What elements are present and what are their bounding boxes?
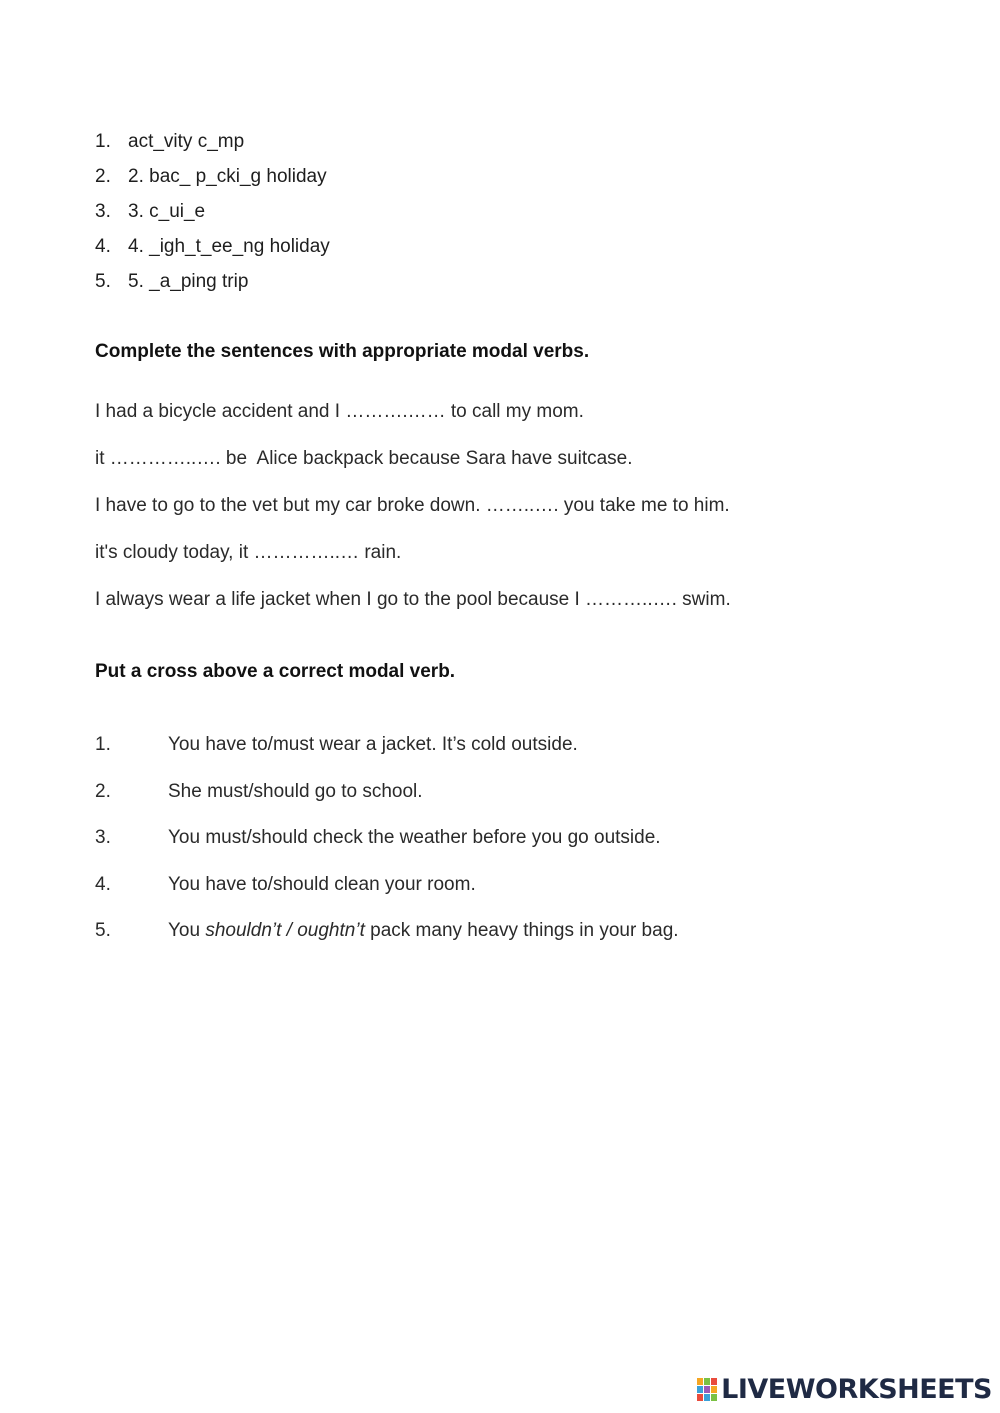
item-text: 4. _igh_t_ee_ng holiday — [128, 236, 330, 257]
item-text-post: pack many heavy things in your bag. — [364, 920, 679, 941]
item-text: 5. _a_ping trip — [128, 271, 249, 292]
section-heading-modal-choice: Put a cross above a correct modal verb. — [95, 661, 456, 682]
list-item — [95, 233, 330, 268]
list-item — [95, 128, 330, 163]
list-item — [95, 733, 679, 780]
sentence-item: I always wear a life jacket when I go to the pool because I ………..…. swim. — [95, 589, 731, 610]
item-number: 1. — [95, 734, 111, 755]
item-number: 5. — [95, 920, 111, 941]
item-text: 2. bac_ p_cki_g holiday — [128, 166, 327, 187]
item-text: 3. c_ui_e — [128, 201, 206, 222]
list-item — [95, 163, 330, 198]
list-item — [95, 268, 330, 303]
item-text: You have to/must wear a jacket. It’s cold outside. — [168, 734, 578, 755]
item-text-italic: shouldn’t / oughtn’t — [205, 920, 365, 941]
sentence-item: I had a bicycle accident and I ……….…… to call my mom. — [95, 401, 584, 422]
logo-text: LIVEWORKSHEETS — [721, 1374, 992, 1405]
item-number: 3. — [95, 201, 111, 222]
item-text: You have to/should clean your room. — [168, 873, 476, 895]
sentence-item: it's cloudy today, it …………..… rain. — [95, 542, 402, 563]
item-text: She must/should go to school. — [168, 780, 423, 802]
item-text: act_vity c_mp — [128, 131, 245, 152]
item-text-pre: You — [168, 920, 206, 941]
item-number: 1. — [95, 131, 111, 152]
list-item — [95, 919, 679, 966]
item-number: 4. — [95, 236, 111, 257]
word-completion-list — [95, 128, 330, 303]
item-number: 3. — [95, 827, 111, 848]
item-text: You must/should check the weather before you go outside. — [168, 827, 661, 848]
list-item — [95, 826, 679, 873]
liveworksheets-logo-icon — [697, 1378, 719, 1402]
item-number: 4. — [95, 873, 111, 895]
liveworksheets-logo — [697, 1375, 992, 1405]
item-number: 2. — [95, 780, 111, 802]
sentence-item: it …………..…. be Alice backpack because Sara have suitcase. — [95, 448, 633, 469]
list-item — [95, 198, 330, 233]
list-item — [95, 873, 679, 920]
item-number: 2. — [95, 166, 111, 187]
item-number: 5. — [95, 271, 111, 292]
modal-sentences-list — [95, 400, 731, 635]
modal-choice-list — [95, 733, 679, 966]
sentence-item: I have to go to the vet but my car broke down. ……..…. you take me to him. — [95, 495, 730, 516]
section-heading-modal-sentences: Complete the sentences with appropriate modal verbs. — [95, 341, 590, 362]
list-item — [95, 780, 679, 827]
